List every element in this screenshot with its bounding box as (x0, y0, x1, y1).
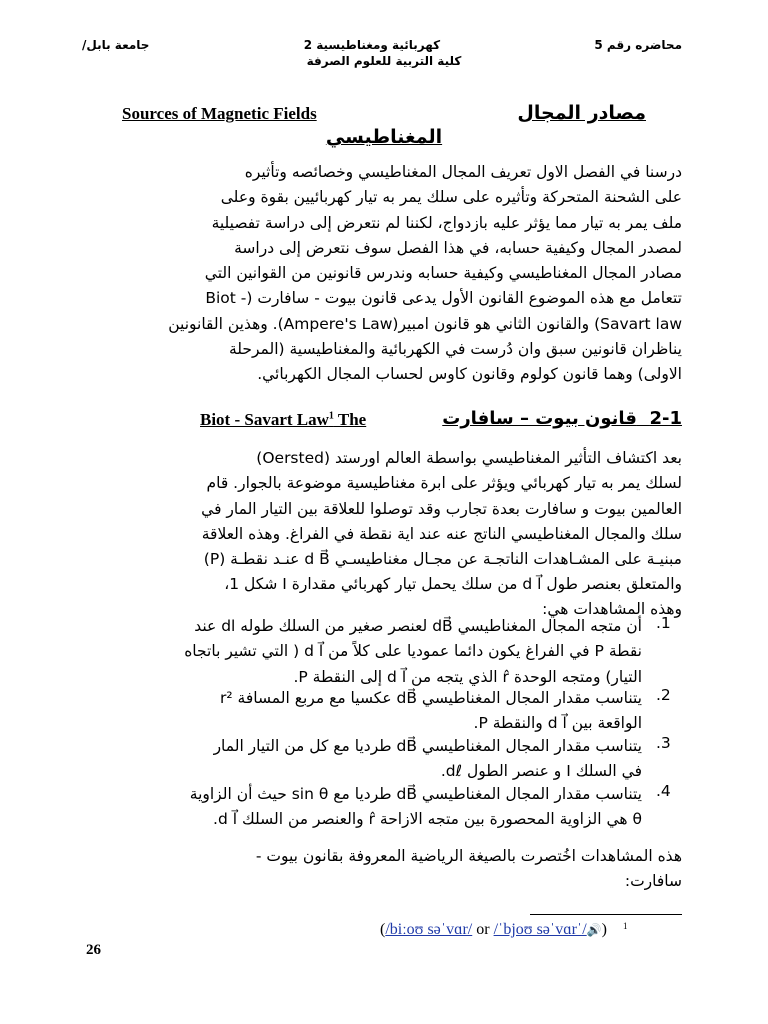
observation-item (82, 686, 682, 737)
intro-paragraph (82, 160, 682, 388)
pronunciation-link-2[interactable]: /ˈbjoʊ səˈvɑrˈ/ (493, 921, 587, 938)
observation-line: نقطة P في الفراغ يكون دائما عموديا على كلاً من d l⃗ ( التي تشير باتجاه (184, 642, 642, 661)
document-title (122, 102, 646, 126)
section-number: 2-1 (649, 408, 682, 429)
observation-line: التيار) ومتجه الوحدة r̂ الذي يتجه من d l⃗ إلى النقطة P. (293, 667, 642, 686)
intro-line: الاولى) وهما قانون كولوم وقانون كاوس لحساب المجال الكهربائي. (257, 365, 682, 384)
observation-item (82, 614, 682, 690)
conclusion-line: سافارت: (624, 872, 682, 891)
intro-line: على الشحنة المتحركة وتأثيره على سلك يمر به تيار كهربائيين بقوة وعلى (220, 188, 682, 207)
intro-line: مصادر المجال المغناطيسي وكيفية حسابه وندرس قانونين من القوانين التي (204, 264, 682, 283)
observation-line: يتناسب مقدار المجال المغناطيسي dB⃗ طرديا مع sin θ حيث أن الزاوية (189, 785, 642, 803)
title-english: Sources of Magnetic Fields (122, 104, 317, 123)
conclusion-line: هذه المشاهدات اخُتصرت بالصيغة الرياضية المعروفة بقانون بيوت - (255, 847, 682, 865)
conclusion-paragraph (82, 844, 682, 895)
title-arabic-part2: المغناطيسي (325, 126, 443, 148)
section-heading (200, 408, 682, 434)
speaker-icon[interactable]: 🔊 (586, 923, 602, 937)
observation-item (82, 734, 682, 785)
observation-number: .2 (656, 686, 671, 704)
footnote-mark: 1 (622, 921, 628, 931)
section-line: مبنيـة على المشـاهدات الناتجـة عن مجـال مغناطيسـي d B⃗ عنـد نقطـة (P) (203, 550, 682, 569)
section-line: لسلك يمر به تيار كهربائي ويؤثر على ابرة مغناطيسية موضوعة بالجوار. قام (206, 474, 682, 493)
observation-number: .1 (656, 614, 671, 632)
header-university: جامعة بابل/ (82, 38, 150, 52)
observation-line: الواقعة بين d l⃗ والنقطة P. (473, 714, 642, 733)
section-line: بعد اكتشاف التأثير المغناطيسي بواسطة العالم اورستد (Oersted) (256, 449, 682, 467)
intro-line: ملف يمر به تيار مما يؤثر عليه بازدواج، لكننا لم نتعرض إلى دراسة تفصيلية (211, 213, 682, 232)
page-number: 26 (86, 942, 101, 958)
observation-line: θ هي الزاوية المحصورة بين متجه الازاحة r̂ والعنصر من السلك d l⃗. (213, 810, 642, 829)
observation-line: في السلك I و عنصر الطول dℓ. (440, 762, 642, 781)
pronunciation-link-1[interactable]: /biːoʊ səˈvɑr/ (385, 921, 473, 938)
footnote: (/biːoʊ səˈvɑr/ or /ˈbjoʊ səˈvɑrˈ/🔊) $^1$ (380, 921, 628, 938)
observation-line: يتناسب مقدار المجال المغناطيسي dB⃗ عكسيا مع مربع المسافة r² (220, 689, 642, 707)
section-line: سلك والمجال المغناطيسي الناتج عنه عند اية نقطة في الفراغ. وهذه العلاقة (201, 524, 682, 543)
footnote-separator (530, 914, 682, 915)
intro-line: لمصدر المجال وكيفية حسابه، في هذا الفصل سوف نتعرض إلى دراسة (234, 238, 682, 257)
header-lecture: محاضره رقم 5 (594, 38, 682, 52)
section-paragraph (82, 446, 682, 620)
section-line: العالمين بيوت و سافارت بعدة تجارب وقد توصلوا للعلاقة بين التيار المار في (201, 499, 682, 518)
title-arabic-part1: مصادر المجال (517, 102, 646, 124)
section-line: والمتعلق بعنصر طول d l⃗ من سلك يحمل تيار كهربائي مقدارة I شكل 1، (224, 575, 682, 594)
section-title-arabic: 2-1 قانون بيوت – سافارت (442, 408, 682, 429)
intro-line: Savart law) والقانون الثاني هو قانون امبير(Ampere's Law). وهذين القانونين (168, 314, 682, 333)
observation-item (82, 782, 682, 833)
header-course: كهربائية ومغناطيسية 2 (303, 38, 441, 52)
intro-line: يناظران قانونين سبق وان دُرست في الكهربائية والمغناطيسية (المرحلة (228, 340, 682, 359)
observation-number: .3 (656, 734, 671, 752)
observation-number: .4 (656, 782, 671, 800)
observation-line: يتناسب مقدار المجال المغناطيسي dB⃗ طرديا مع كل من التيار المار (213, 737, 642, 755)
header-college: كلية التربية للعلوم الصرفة (306, 54, 462, 68)
section-title-english: Biot - Savart Law$^1$ The (200, 410, 367, 429)
footnote-ref[interactable]: 1 (328, 410, 334, 422)
intro-line: درسنا في الفصل الاول تعريف المجال المغناطيسي وخصائصه وتأثيره (244, 163, 682, 181)
section-line: وهذه المشاهدات هي: (542, 599, 682, 618)
intro-line: تتعامل مع هذه الموضوع القانون الأول يدعى قانون بيوت - سافارت (- Biot (205, 289, 682, 308)
observation-line: أن متجه المجال المغناطيسي dB⃗ لعنصر صغير من السلك طوله dl عند (194, 617, 642, 635)
